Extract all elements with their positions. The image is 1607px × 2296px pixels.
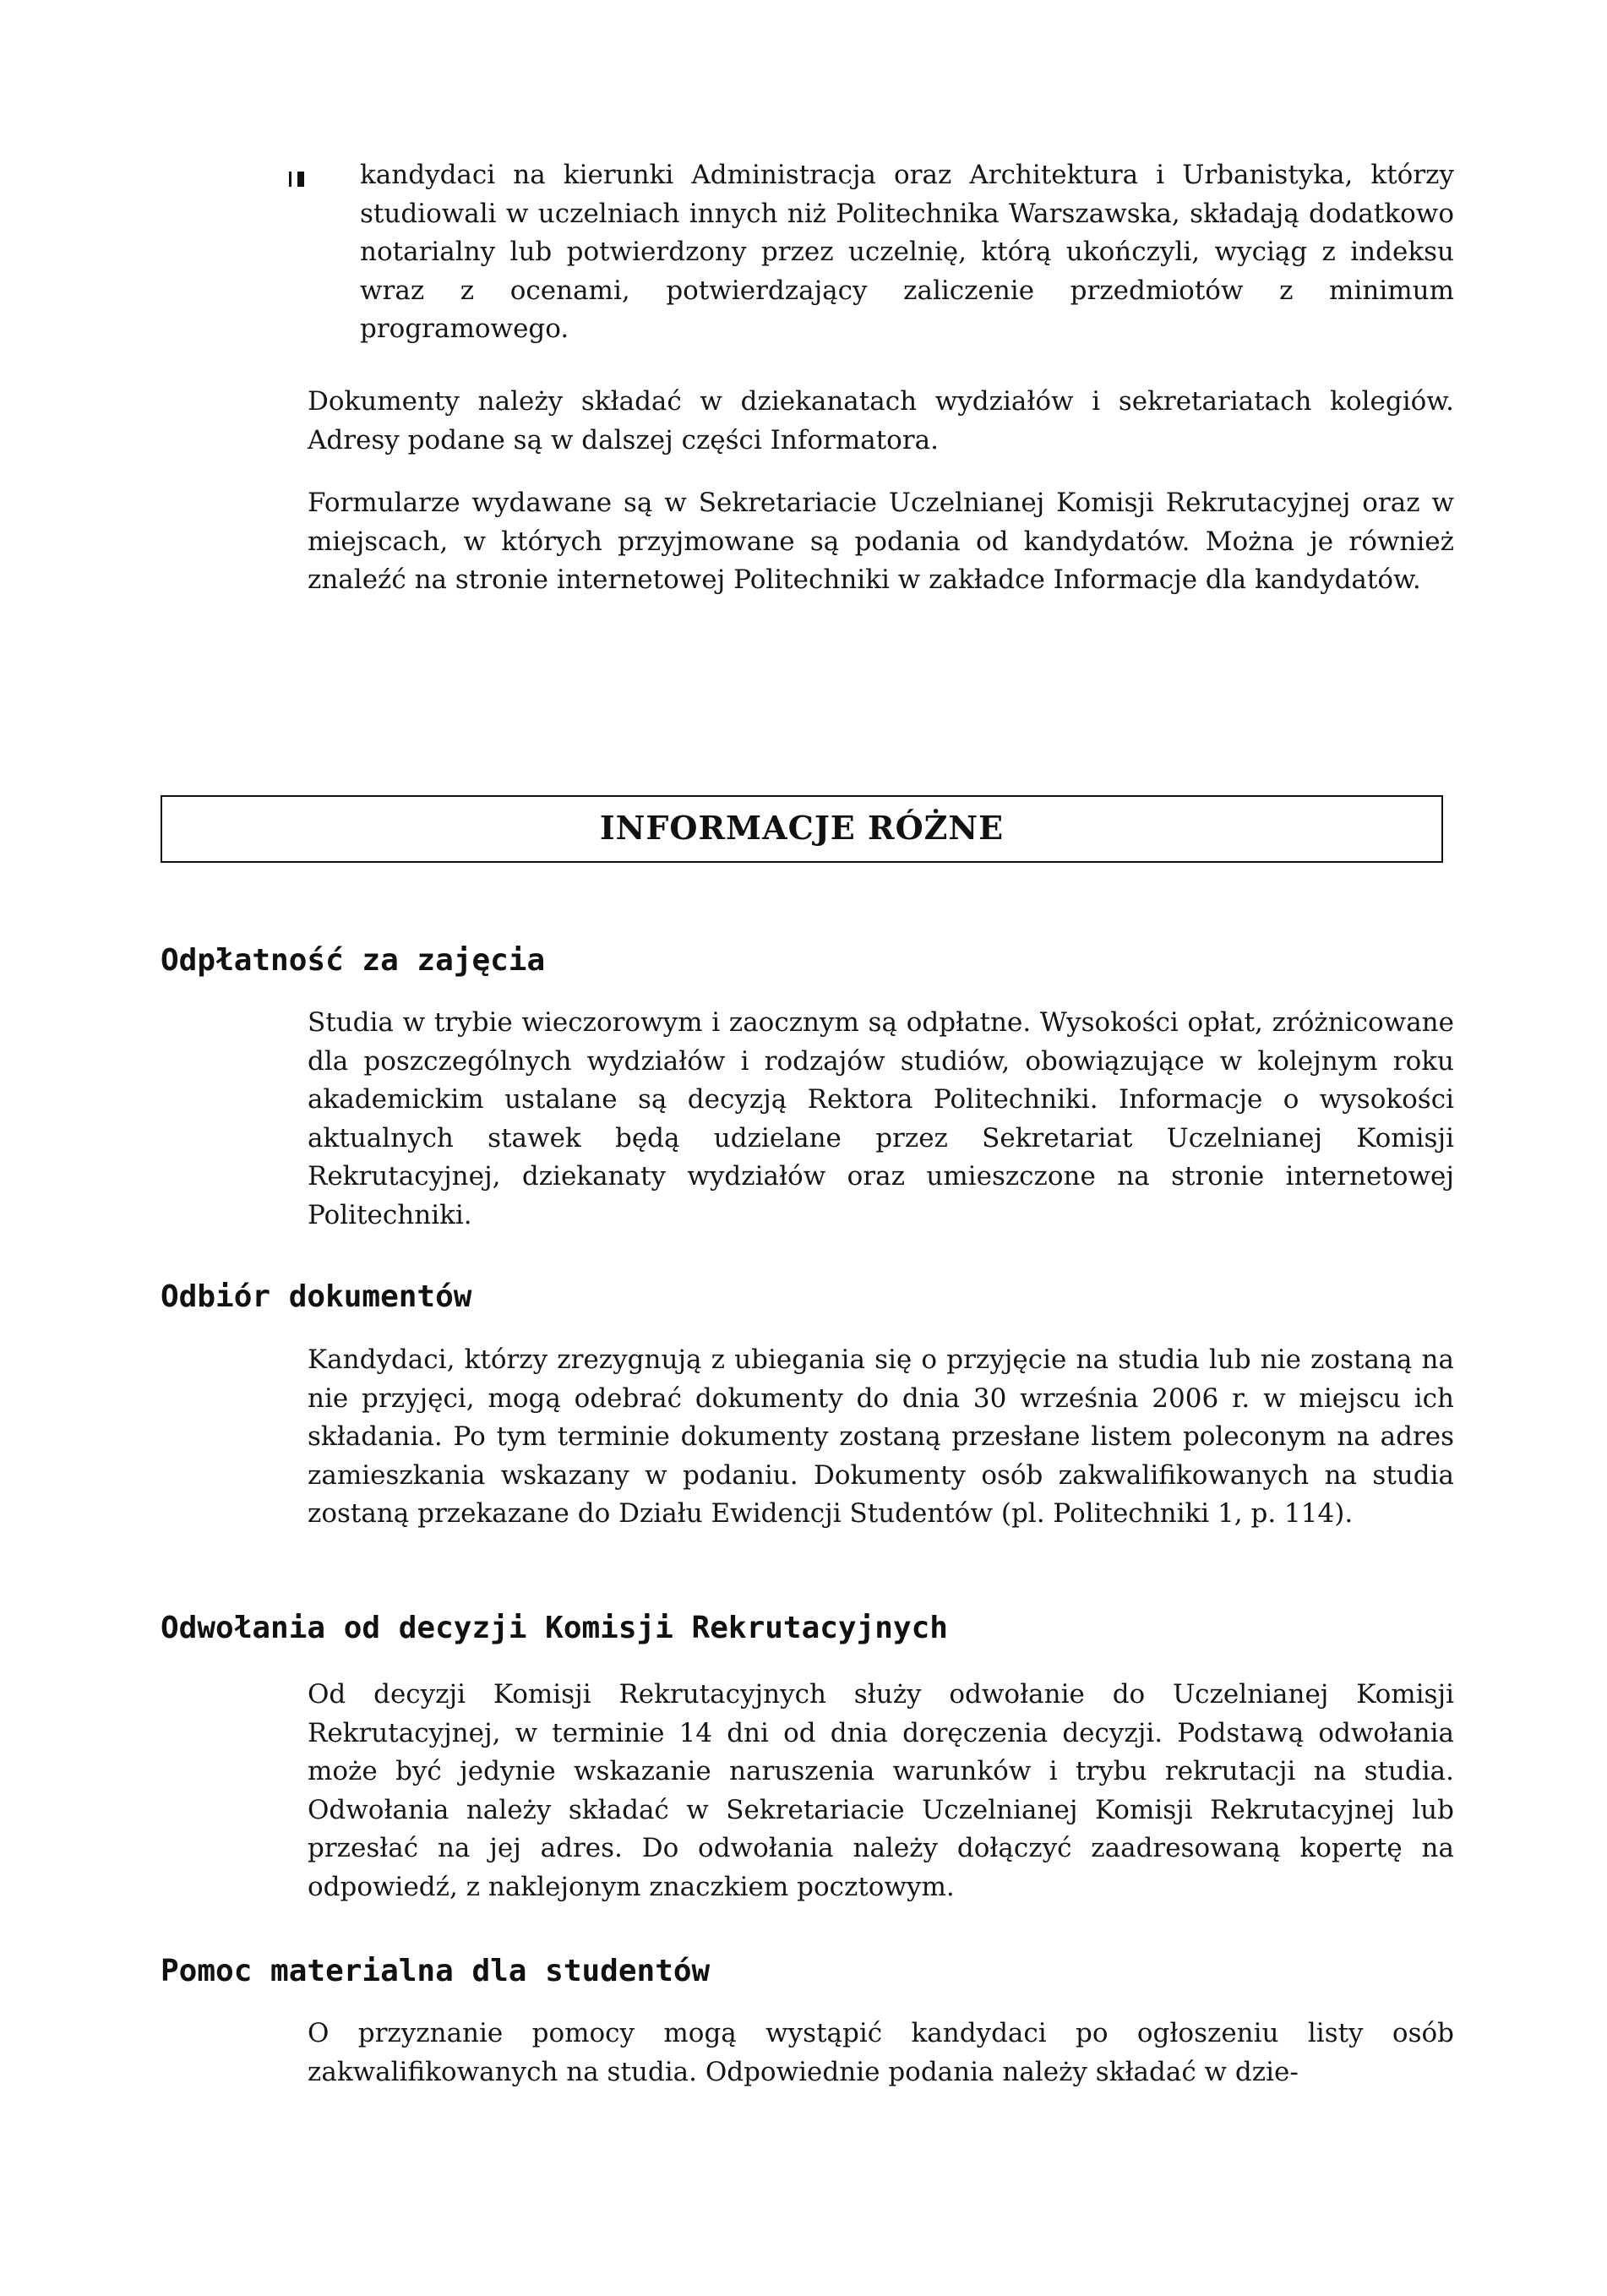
forms-paragraph: Formularze wydawane są w Sekretariacie Uczelnianej Komisji Rekrutacyjnej oraz w miejscach, w których przyjmowane są podania od kandydatów. Można je również znaleźć na stronie internetowej Politechniki w zakładce Informacje dla kandydatów.: [308, 488, 1454, 595]
section-body-appeals: Od decyzji Komisji Rekrutacyjnych służy odwołanie do Uczelnianej Komisji Rekrutacyjnej, w terminie 14 dni od dnia doręczenia decyzji. Podstawą odwołania może być jedynie wskazanie naruszenia warunków i trybu rekrutacji na studia. Odwołania należy składać w Sekretariacie Uczelnianej Komisji Rekrutacyjnej lub przesłać na jej adres. Do odwołania należy dołączyć zaadresowaną kopertę na odpowiedź, z naklejonym znaczkiem pocztowym.: [308, 1679, 1454, 1902]
section-banner: [161, 795, 1443, 863]
section-heading-document-return: Odbiór dokumentów: [161, 1279, 472, 1314]
section-body-payment: Studia w trybie wieczorowym i zaocznym są odpłatne. Wysokości opłat, zróżnicowane dla poszczególnych wydziałów i rodzajów studiów, obowiązujące w kolejnym roku akademickim ustalane są decyzją Rektora Politechniki. Informacje o wysokości aktualnych stawek będą udzielane przez Sekretariat Uczelnianej Komisji Rekrutacyjnej, dziekanaty wydziałów oraz umieszczone na stronie internetowej Politechniki.: [308, 1007, 1454, 1230]
section-body-document-return: Kandydaci, którzy zrezygnują z ubiegania się o przyjęcie na studia lub nie zostaną na nie przyjęci, mogą odebrać dokumenty do dnia 30 września 2006 r. w miejscu ich składania. Po tym terminie dokumenty zostaną przesłane listem poleconym na adres zamieszkania wskazany w podaniu. Dokumenty osób zakwalifikowanych na studia zostaną przekazane do Działu Ewidencji Studentów (pl. Politechniki 1, p. 114).: [308, 1344, 1454, 1529]
section-heading-appeals: Odwołania od decyzji Komisji Rekrutacyjnych: [161, 1611, 948, 1645]
section-heading-payment: Odpłatność za zajęcia: [161, 943, 546, 978]
section-body-financial-aid: O przyznanie pomocy mogą wystąpić kandydaci po ogłoszeniu listy osób zakwalifikowanych na studia. Odpowiednie podania należy składać w dzie-: [308, 2018, 1454, 2087]
section-heading-financial-aid: Pomoc materialna dla studentów: [161, 1954, 711, 1988]
bullet-item-text: kandydaci na kierunki Administracja oraz Architektura i Urbanistyka, którzy studiowali w uczelniach innych niż Politechnika Warszawska, składają dodatkowo notarialny lub potwierdzony przez uczelnię, którą ukończyli, wyciąg z indeksu wraz z ocenami, potwierdzający zaliczenie przedmiotów z minimum programowego.: [360, 160, 1454, 344]
documents-paragraph: Dokumenty należy składać w dziekanatach wydziałów i sekretariatach kolegiów. Adresy podane są w dalszej części Informatora.: [308, 386, 1454, 455]
bullet-marker-bar: [289, 172, 291, 187]
banner-title: INFORMACJE RÓŻNE: [599, 809, 1005, 847]
bullet-marker: [297, 172, 304, 187]
